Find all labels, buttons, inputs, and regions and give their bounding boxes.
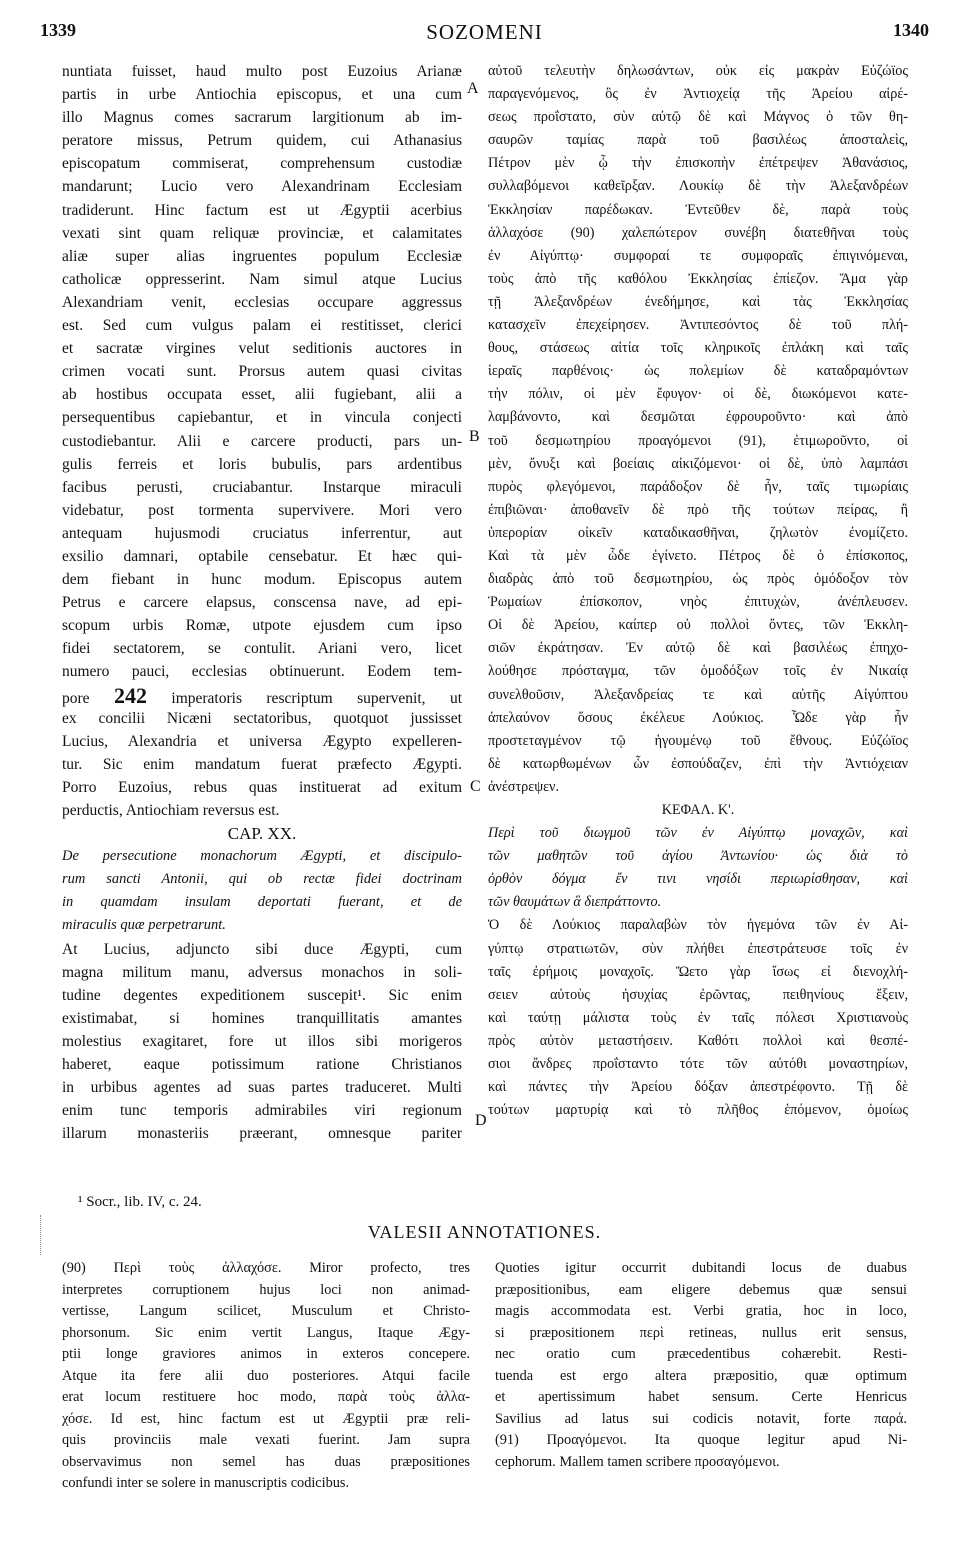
text-line: confundi inter se solere in manuscriptis codicibus. (62, 1475, 350, 1491)
margin-marker-a: A (467, 80, 479, 97)
text-line: Porro Euzoius, rebus quas instituerat ad exitum (62, 778, 462, 796)
text-line: tradiderunt. Hinc factum est ut Ægyptii acerbius (62, 201, 462, 219)
text-line: τοῦ δεσμωτηρίου προαγόμενοι (91), ἐτιμωροῦντο, οἱ (488, 432, 908, 449)
text-line: et sacratæ virgines velut seditionis auctores in (62, 340, 462, 358)
text-line: magis accommodata est. Verbi gratia, hoc in loco, (495, 1303, 907, 1319)
text-line: ἀπελαύνον ὅσους ἐκέλευε Λούκιος. Ὧδε γὰρ ἦν (488, 709, 908, 726)
latin-text-bottom (62, 938, 462, 1146)
text-line: existimabat, si homines tranquillitatis amantes (62, 1009, 462, 1027)
text-line: aliæ super alias ingruentes populum Ecclesiæ (62, 247, 462, 265)
text-line: σαυρῶν ταμίας παρὰ τοῦ βασιλέως ἀποσταλεὶς, (488, 132, 908, 149)
text-line: cephorum. Mallem tamen scribere προσαγόμενοι. (495, 1453, 780, 1470)
text-line: illarum monasteriis præerant, omnesque pariter (62, 1125, 462, 1143)
text-line: παραγενόμενος, ὃς ἐν Ἀντιοχείᾳ τῆς Ἀρείου αἱρέ- (488, 86, 908, 103)
text-line: πυρὸς φλεγόμενοι, παράδοξον δὲ ἦν, ταῖς τιμωρίαις (488, 478, 908, 495)
text-line: nec oratio cum præcedentibus cohærebit. Resti- (495, 1346, 907, 1362)
latin-text-top (62, 60, 462, 684)
text-line: Savilius ad latus sui codicis notavit, forte παρά. (495, 1410, 907, 1427)
text-line: custodiebantur. Alii e carcere producti, pars un- (62, 432, 462, 450)
text-line: dem fiebant in hunc modum. Episcopus autem (62, 571, 462, 589)
text-line: συλλαβόμενοι καθεῖρξαν. Λουκίῳ δὲ τὴν Ἀλεξανδρέων (488, 178, 908, 195)
text-line: Ἐκκλησίαν παρέδωκαν. Ἐντεῦθεν δὲ, παρὰ τοὺς (488, 201, 908, 218)
text-line: μὲν, ὄνυξι καὶ βοείαις αἰκιζόμενοι· οἱ δὲ, ὑπὸ λαμπάσι (488, 455, 908, 472)
text-line: τοὺς ἀπὸ τῆς καθόλου Ἐκκλησίας ἐπίεζον. Ἅμα γὰρ (488, 270, 908, 287)
text-line: tur. Sic enim mandatum fuerat præfecto Ægypti. (62, 755, 462, 773)
text-line: σειεν αὐτοὺς ἡσυχίας ἐρῶντας, πειθηνίους ἕξειν, (488, 986, 908, 1003)
text-line: Atque ita fere alii duo posteriores. Atqui facile (62, 1367, 470, 1384)
text-line: ἀλλαχόσε (90) χαλεπώτερον συνέβη διατεθῆναι τοὺς (488, 224, 908, 241)
text-line: videbatur, post tormenta supervivere. Mori vero (62, 501, 462, 519)
text-line: præpositionibus, eam eligere debemus quæ sensui (495, 1281, 907, 1298)
margin-marker-b: B (469, 428, 480, 445)
text-line: quis provinciis male vexati fuerint. Jam supra (62, 1432, 470, 1448)
text-line: Περὶ τοῦ διωγμοῦ τῶν ἐν Αἰγύπτῳ μοναχῶν, καὶ (488, 825, 908, 842)
text-line: τῶν θαυμάτων ἃ διεπράττοντο. (488, 894, 662, 911)
text-line: illo Magnus comes sacrarum largitionum ab im- (62, 109, 462, 127)
running-header (40, 20, 929, 50)
text-line: (91) Προαγόμενοι. Ita quoque legitur apud Ni- (495, 1432, 907, 1448)
text-line: numero pauci, ecclesias obtinuerunt. Eodem tem- (62, 663, 462, 681)
text-line: ὀρθὸν δόγμα ἔν τινι νησίδι περιωρίσθησαν, καὶ (488, 871, 908, 888)
text-line: τῶν μαθητῶν τοῦ ἁγίου Ἀντωνίου· ὡς διὰ τὸ (488, 848, 908, 865)
annotation-lines-left (62, 1258, 470, 1495)
text-line: Ῥωμαίων ἐπίσκοπον, νηὸς ἐπιτυχὼν, ἀνέπλευσεν. (488, 594, 908, 611)
text-line: (90) Περὶ τοὺς ἀλλαχόσε. Miror profecto, tres (62, 1260, 470, 1276)
text-line: δὲ κατωρθωμένων ὧν ἐσπούδαζεν, ἐπὶ τὴν Ἀντιόχειαν (488, 755, 908, 772)
text-line: προστεταγμένον τῷ ἡγουμένῳ τοῦ ἔθνους. Εὐζώϊος (488, 732, 908, 749)
text-line: Πέτρον μὲν ᾧ τὴν ἐπισκοπὴν ἐπέτρεψεν Ἀθανάσιος, (488, 155, 908, 172)
text-line: exsilio damnari, optabile censebatur. Et hæc qui- (62, 547, 462, 565)
text-line: κατασχεῖν ἐπεχείρησεν. Ἀντιπεσόντος δὲ τοῦ πλή- (488, 317, 908, 334)
text-line: episcopatum commiserat, comprehensum custodiæ (62, 155, 462, 173)
text-line: ταῖς ἐρήμοις μοναχοῖς. Ὤετο γὰρ ἴσως εἰ διενοχλή- (488, 963, 908, 980)
text-line: fidei sectatorem, se contulit. Ariani vero, licet (62, 640, 462, 658)
text-line: mandarunt; Lucio vero Alexandrinam Ecclesiam (62, 178, 462, 196)
greek-text-bottom (488, 914, 908, 1122)
text-line: tuenda est ergo altera præpositio, quæ optimum (495, 1367, 907, 1384)
page-number-right: 1340 (893, 20, 929, 40)
text-line: γύπτῳ στρατιωτῶν, σὺν πλήθει ἐπεστράτευσε τοῖς ἐν (488, 940, 908, 957)
text-line: Lucius, Alexandria et universa Ægypto expelleren- (62, 732, 462, 750)
text-line: καὶ ταύτῃ μάλιστα τοὺς ἐν ταῖς πόλεσι Χριστιανοὺς (488, 1009, 908, 1026)
text-line: observavimus non semel has duas præpositiones (62, 1453, 470, 1470)
text-line: haberet, eaque potissimum ratione Christianos (62, 1056, 462, 1074)
annotation-lines-right (495, 1258, 907, 1473)
text-line: καὶ πάντες τὴν Ἀρείου δόξαν ἀπεστρέφοντο. Τῇ δὲ (488, 1079, 908, 1096)
text-line: Ὁ δὲ Λούκιος παραλαβὼν τὸν ἡγεμόνα τῶν ἐν Αἰ- (488, 917, 908, 934)
text-line: ἱεραῖς παρθένοις· ὡς πολεμίων δὲ καταδραμόντων (488, 363, 908, 380)
text-line: erat locum restituere hoc modo, παρὰ τοὺς ἀλλα- (62, 1389, 470, 1405)
greek-text-top (488, 60, 908, 799)
text-line: ὑπερορίαν οἰκεῖν καταδικασθῆναι, ζηλωτὸν ἐνομίζετο. (488, 524, 908, 541)
text-line: Petrus e carcere elapsus, conscensa nave, ad epi- (62, 594, 462, 612)
text-line: scopum urbis Romæ, utpote ejusdem cum ipso (62, 617, 462, 635)
text-line: πρὸς αὐτὸν μεταστήσειν. Καθότι πολλοὶ καὶ θεσπέ- (488, 1032, 908, 1049)
latin-chapter-heading: CAP. XX. (227, 824, 297, 844)
greek-chapter-title (488, 822, 908, 914)
text-line: θους, στάσεως αἰτία τοῖς κληρικοῖς ἐπλάκη καὶ ταῖς (488, 340, 908, 357)
text-line: peratore missus, Petrum quidem, cui Athanasius (62, 132, 462, 150)
text-line: miraculis quæ perpetrarunt. (62, 917, 226, 934)
latin-line-with-section-number: pore 242 imperatoris rescriptum supervenit, ut (62, 683, 462, 707)
text-line: λούθησε πρόσταγμα, τῶν ὁμοδόξων τοῖς ἐν Νικαίᾳ (488, 663, 908, 680)
text-line: χόσε. Id est, hinc factum est ut Ægyptii præ reli- (62, 1410, 470, 1427)
text-line: partis in urbe Antiochia episcopus, et una cum (62, 86, 462, 104)
text-line: ptii longe graviores animos in exteros concepere. (62, 1346, 470, 1362)
text-line: τὴν πόλιν, οἱ μὲν ἔφυγον· οἱ δὲ, διωκόμενοι κατε- (488, 386, 908, 403)
text-line: διαδρὰς ἀπὸ τοῦ δεσμωτηρίου, ὡς πρὸς ὁμόδοξον τὸν (488, 571, 908, 588)
text-line: est. Sed cum vulgus palam ei restitisset, clerici (62, 317, 462, 335)
text-line: vertisse, Langum scilicet, Musculum et Christo- (62, 1303, 470, 1319)
page-number-left: 1339 (40, 20, 76, 40)
text-line: ab hostibus occupata esset, alii fugiebant, alii a (62, 386, 462, 404)
text-line: persequentibus capiebantur, et in vincula conjecti (62, 409, 462, 427)
text-line: σιῶν ἐκράτησαν. Ἐν αὐτῷ δὲ καὶ βασιλέως ἐπηχο- (488, 640, 908, 657)
text-line: in urbibus agentes ad suas partes traduceret. Multi (62, 1079, 462, 1097)
text-line: antequam hujusmodi cruciatus inferrentur, aut (62, 524, 462, 542)
text-line: rum sancti Antonii, qui ob rectæ fidei doctrinam (62, 871, 462, 888)
text-line: τῇ Ἀλεξανδρέων ἐνεδήμησε, καὶ τὰς Ἐκκλησίας (488, 293, 908, 310)
annotations-heading: VALESII ANNOTATIONES. (367, 1222, 602, 1242)
text-line: De persecutione monachorum Ægypti, et discipulo- (62, 848, 462, 865)
text-line: Οἱ δὲ Ἀρείου, καίπερ οὐ πολλοὶ ὄντες, τῶν Ἐκκλη- (488, 617, 908, 634)
latin-text-after (62, 707, 462, 822)
text-line: tudine degentes expeditionem suscepit¹. Sic enim (62, 986, 462, 1004)
footnote: ¹ Socr., lib. IV, c. 24. (78, 1194, 202, 1210)
text-line: facibus perusti, cruciabantur. Instarque miraculi (62, 478, 462, 496)
text-line: τούτων μαρτυρίᾳ καὶ τὸ πλῆθος ἑπόμενον, ὁμοίως (488, 1102, 908, 1119)
margin-marker-d: D (475, 1112, 487, 1129)
text-line: gulis ferreis et loris bubulis, pars ardentibus (62, 455, 462, 473)
text-line: ἀνέστρεψεν. (488, 778, 559, 795)
greek-chapter-heading: ΚΕΦΑΛ. Κ'. (661, 802, 735, 818)
text-line: ἐν Αἰγύπτῳ· συμφοραί τε συμφοραῖς ἐπιγινόμεναι, (488, 247, 908, 264)
page-title: SOZOMENI (426, 20, 543, 44)
text-line: molestius exagitaret, fore ut illos sibi morigeros (62, 1032, 462, 1050)
text-line: nuntiata fuisset, haud multo post Euzoius Arianæ (62, 63, 462, 80)
margin-marker-c: C (470, 778, 481, 795)
annotations-left-column (62, 1258, 470, 1495)
text-line: crimen vocati sunt. Prorsus autem quasi civitas (62, 363, 462, 381)
text-line: σεως προΐστατο, σὺν αὐτῷ δὲ καὶ Μάγνος ὁ τῶν θη- (488, 109, 908, 126)
text-line: catholicæ oppresserint. Nam simul atque Lucius (62, 270, 462, 288)
text-line: si præpositionem περὶ retineas, nullus erit sensus, (495, 1324, 907, 1341)
text-line: συνελθοῦσιν, Ἀλεξανδρείας τε καὶ αὐτῆς Αἰγύπτου (488, 686, 908, 703)
text-line: Alexandriam venit, ecclesias occupare aggressus (62, 293, 462, 311)
text-line: enim tunc temporis admirabiles viri regionum (62, 1102, 462, 1120)
text-line: ἐπιβιῶναι· ἀποθανεῖν δὲ πρὸ τῆς τούτων πείρας, ἢ (488, 501, 908, 518)
text-line: σιοι ἄνδρες προΐσταντο τότε τῶν αὐτόθι μοναστηρίων, (488, 1056, 908, 1073)
text-line: At Lucius, adjuncto sibi duce Ægypti, cum (62, 940, 462, 958)
text-line: αὐτοῦ τελευτὴν δηλωσάντων, οὐκ εἰς μακρὰν Εὐζώϊος (488, 63, 908, 79)
text-line: in quamdam insulam deportati fuerant, et de (62, 894, 462, 911)
text-line: Quoties igitur occurrit dubitandi locus de duabus (495, 1260, 907, 1276)
greek-column (488, 60, 908, 1122)
text-line: λαμβάνοντο, καὶ δεσμῶται ἐφρουροῦντο· καὶ ἀπὸ (488, 409, 908, 426)
text-line: phorsonum. Sic enim vertit Langus, Itaque Ægy- (62, 1324, 470, 1341)
latin-column (62, 60, 462, 1145)
text-line: interpretes corruptionem hujus loci non animad- (62, 1281, 470, 1298)
latin-chapter-title (62, 845, 462, 937)
text-line: magna militum manu, adversus monachos in soli- (62, 963, 462, 981)
text-line: ex concilii Nicæni sectatoribus, quotquot jussisset (62, 709, 462, 727)
text-line: vexati sint quam reliquæ provinciæ, et calamitates (62, 224, 462, 242)
section-number: 242 (113, 683, 147, 707)
annotations-right-column (495, 1258, 907, 1473)
text-line: et apertissimum habet sensum. Certe Henricus (495, 1389, 907, 1405)
text-line: Καὶ τὰ μὲν ὧδε ἐγίνετο. Πέτρος δὲ ὁ ἐπίσκοπος, (488, 547, 908, 564)
text-line: perductis, Antiochiam reversus est. (62, 802, 280, 819)
